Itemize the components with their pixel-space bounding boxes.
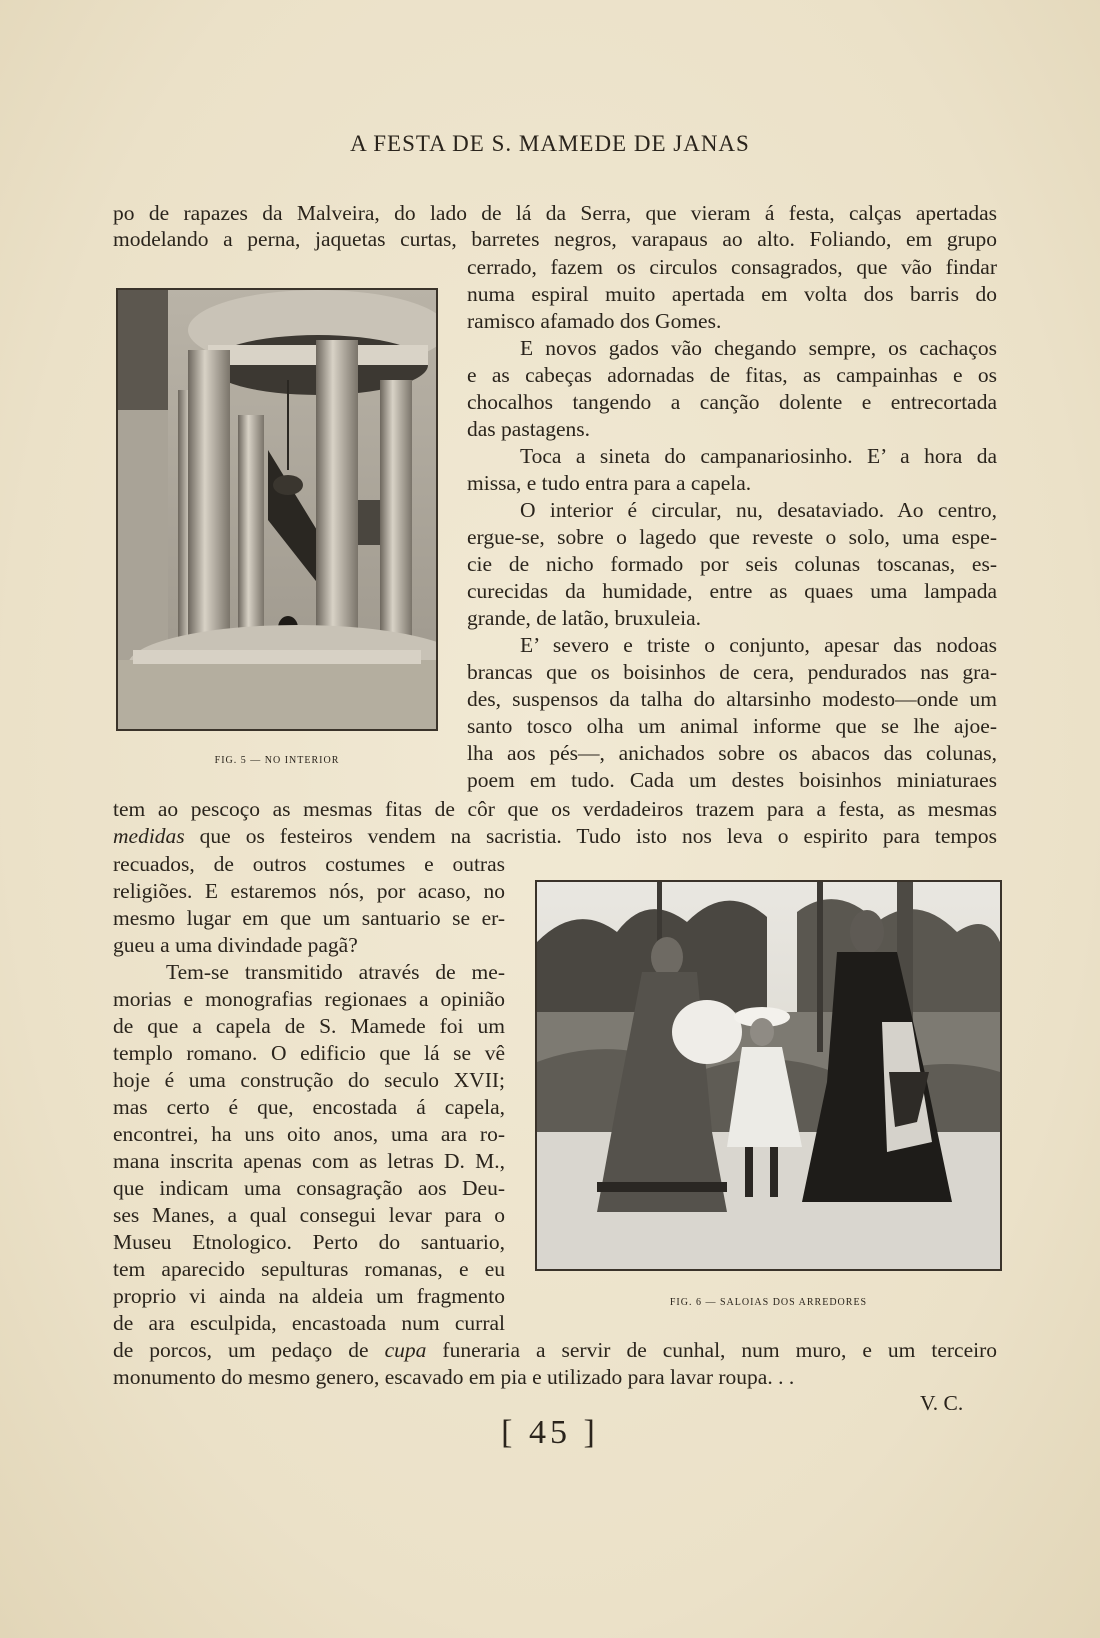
figure-6-photo — [535, 880, 1002, 1271]
text-line: O interior é circular, nu, desataviado. Ao centro, — [520, 498, 997, 522]
text-line — [113, 823, 997, 850]
text-line: grande, de latão, bruxuleia. — [467, 606, 702, 630]
text-line: mas certo é que, encostada á capela, — [113, 1095, 505, 1119]
text-line: hoje é uma construção do seculo XVII; — [113, 1068, 505, 1092]
text-line: cerrado, fazem os circulos consagrados, que vão findar — [467, 255, 997, 279]
text-line: templo romano. O edificio que lá se vê — [113, 1041, 505, 1065]
text-line: po de rapazes da Malveira, do lado de lá da Serra, que vieram á festa, calças apertadas — [113, 201, 997, 225]
text-line: recuados, de outros costumes e outras — [113, 852, 505, 876]
page-number: [ 45 ] — [501, 1414, 599, 1451]
text-line: Tem-se transmitido através de me- — [166, 960, 505, 984]
text-line: religiões. E estaremos nós, por acaso, no — [113, 879, 505, 903]
text-line: curecidas da humidade, entre as quaes uma lampada — [467, 579, 997, 603]
figure-6-caption: FIG. 6 — SALOIAS DOS ARREDORES — [669, 1297, 868, 1308]
text-line: tem aparecido sepulturas romanas, e eu — [113, 1257, 505, 1281]
text-line: Museu Etnologico. Perto do santuario, — [113, 1230, 505, 1254]
text-line: que indicam uma consagração aos Deu- — [113, 1176, 505, 1200]
text-line: chocalhos tangendo a canção dolente e entrecortada — [467, 390, 997, 414]
text-line: Toca a sineta do campanariosinho. E’ a hora da — [520, 444, 997, 468]
text-run: de porcos, um pedaço de — [113, 1338, 369, 1362]
figure-5-photo — [116, 288, 438, 731]
text-line: mana inscrita apenas com as letras D. M., — [113, 1149, 505, 1173]
text-line: poem em tudo. Cada um destes boisinhos miniaturaes — [467, 768, 997, 792]
signature: V. C. — [920, 1391, 964, 1415]
text-run: que os festeiros vendem na sacristia. Tudo isto nos leva o espirito para tempos — [199, 824, 998, 848]
text-line: numa espiral muito apertada em volta dos barris do — [467, 282, 997, 306]
text-line: brancas que os boisinhos de cera, pendurados nas gra- — [467, 660, 997, 684]
text-run: funeraria a servir de cunhal, num muro, e um terceiro — [442, 1338, 998, 1362]
text-line: santo tosco olha um animal informe que se lhe ajoe- — [467, 714, 997, 738]
text-line: e as cabeças adornadas de fitas, as campainhas e os — [467, 363, 997, 387]
text-line: missa, e tudo entra para a capela. — [467, 471, 752, 495]
text-line: modelando a perna, jaquetas curtas, barretes negros, varapaus ao alto. Foliando, em grupo — [113, 227, 997, 251]
text-line: ramisco afamado dos Gomes. — [467, 309, 722, 333]
italic-word: cupa — [384, 1338, 427, 1362]
text-line: morias e monografias regionaes a opinião — [113, 987, 505, 1011]
text-line: proprio vi ainda na aldeia um fragmento — [113, 1284, 505, 1308]
text-line: de ara esculpida, encastoada num curral — [113, 1311, 505, 1335]
text-line: mesmo lugar em que um santuario se er- — [113, 906, 505, 930]
text-line: cie de nicho formado por seis colunas toscanas, es- — [467, 552, 997, 576]
page-title: A FESTA DE S. MAMEDE DE JANAS — [350, 131, 750, 156]
text-line: lha aos pés—, anichados sobre os abacos das colunas, — [467, 741, 997, 765]
text-line — [113, 1337, 997, 1364]
text-line: des, suspensos da talha do altarsinho modesto—onde um — [467, 687, 997, 711]
text-line: ses Manes, a qual consegui levar para o — [113, 1203, 505, 1227]
italic-word: medidas — [113, 824, 185, 848]
text-line: de que a capela de S. Mamede foi um — [113, 1014, 505, 1038]
text-line: E novos gados vão chegando sempre, os cachaços — [520, 336, 997, 360]
text-line: ergue-se, sobre o lagedo que reveste o solo, uma espe- — [467, 525, 997, 549]
text-line: tem ao pescoço as mesmas fitas de côr que os verdadeiros trazem para a festa, as mesmas — [113, 797, 997, 821]
text-line: E’ severo e triste o conjunto, apesar das nodoas — [520, 633, 997, 657]
text-line: monumento do mesmo genero, escavado em pia e utilizado para lavar roupa. . . — [113, 1365, 795, 1389]
text-line: encontrei, ha uns oito anos, uma ara ro- — [113, 1122, 505, 1146]
text-line: gueu a uma divindade pagã? — [113, 933, 358, 957]
figure-5-caption: FIG. 5 — NO INTERIOR — [214, 755, 340, 766]
text-line: das pastagens. — [467, 417, 590, 441]
